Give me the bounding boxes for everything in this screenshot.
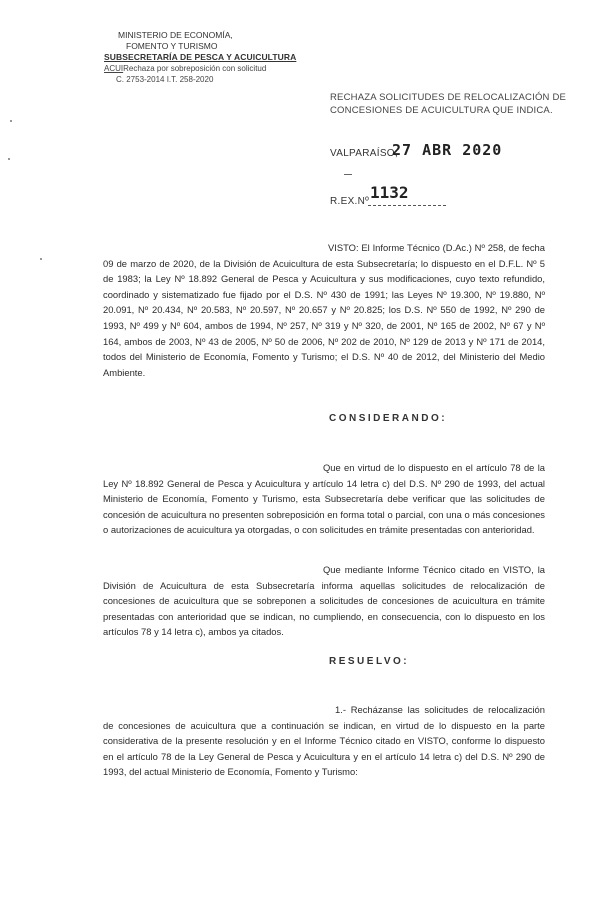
- scan-speck: [8, 158, 10, 160]
- reference-line-1: [104, 64, 266, 74]
- visto-paragraph: VISTO: El Informe Técnico (D.Ac.) Nº 258, de fecha 09 de marzo de 2020, de la División de Acuicultura de esta Subsecretaría; lo dispuesto en el D.F.L. Nº 5 de 1983; la Ley Nº 18.892 General de Pesca y Acuicultura y sus modificaciones, cuyo texto refundido, coordinado y sistematizado fue fijado por el D.S. Nº 430 de 1991; las Leyes Nº 19.300, Nº 19.880, Nº 20.091, Nº 20.434, Nº 20.583, Nº 20.597, Nº 20.657 y Nº 20.825; los D.S. Nº 550 de 1992, Nº 290 de 1993, Nº 499 y Nº 604, ambos de 1994, Nº 257, Nº 319 y Nº 320, de 2001, Nº 165 de 2002, Nº 67 y Nº 164, ambos de 2003, Nº 43 de 2005, Nº 50 de 2006, Nº 202 de 2010, Nº 129 de 2013 y Nº 171 de 2014, todos del Ministerio de Economía, Fomento y Turismo; el D.S. Nº 40 de 2012, del Ministerio del Medio Ambiente.: [103, 242, 545, 378]
- ministry-line-2: FOMENTO Y TURISMO: [126, 41, 218, 51]
- resolution-subject: [330, 91, 580, 117]
- reference-prefix: ACUI: [104, 64, 124, 73]
- subject-line-1: RECHAZA SOLICITUDES DE RELOCALIZACIÓN DE: [330, 92, 567, 103]
- considerando-paragraph-1: Que en virtud de lo dispuesto en el artículo 78 de la Ley Nº 18.892 General de Pesca y Acuicultura y artículo 14 letra c) del D.S. Nº 290 de 1993, del actual Ministerio de Economía, Fomento y Turismo, esta Subsecretaría debe verificar que las solicitudes de concesión de acuicultura no presenten sobreposición en forma total o parcial, con una o más concesiones o autorizaciones de acuicultura ya otorgadas, o con solicitudes en trámite presentadas con anterioridad.: [103, 462, 545, 536]
- resolution-number: 1132: [370, 183, 409, 202]
- considerando-paragraph-2: Que mediante Informe Técnico citado en VISTO, la División de Acuicultura de esta Subsecretaría informa aquellas solicitudes de relocalización de concesiones de acuicultura que se sobreponen a solicitudes de concesiones de acuicultura en trámite presentadas con anterioridad que se indican, no cumpliendo, en consecuencia, con lo dispuesto en los artículos 78 y 14 letra c), ambos ya citados.: [103, 564, 545, 638]
- resolution-label: R.EX.Nº: [330, 196, 370, 207]
- scan-speck: [10, 120, 12, 122]
- scan-speck: [40, 258, 42, 260]
- ministry-line-1: MINISTERIO DE ECONOMÍA,: [118, 30, 233, 40]
- resuelvo-heading: RESUELVO:: [329, 656, 410, 667]
- considerando-heading: CONSIDERANDO:: [329, 413, 448, 424]
- reference-text: Rechaza por sobreposición con solicitud: [123, 64, 267, 73]
- subject-line-2: CONCESIONES DE ACUICULTURA QUE INDICA.: [330, 105, 553, 116]
- subsecretaria-name: SUBSECRETARÍA DE PESCA Y ACUICULTURA: [104, 52, 297, 62]
- resuelvo-paragraph-1: 1.- Recházanse las solicitudes de relocalización de concesiones de acuicultura que a continuación se indican, en virtud de lo dispuesto en la parte considerativa de la presente resolución y en el Informe Técnico citado en VISTO, conforme lo dispuesto en el artículo 78 de la Ley General de Pesca y Acuicultura y en el artículo 14 letra c) del D.S. Nº 290 de 1993, del actual Ministerio de Economía, Fomento y Turismo:: [103, 704, 545, 778]
- date-stamp: 27 ABR 2020: [392, 141, 503, 159]
- resolution-number-line: [368, 205, 446, 206]
- reference-line-2: C. 2753-2014 I.T. 258-2020: [116, 75, 214, 84]
- place-city: VALPARAÍSO,: [330, 148, 398, 159]
- number-mark: [344, 174, 352, 175]
